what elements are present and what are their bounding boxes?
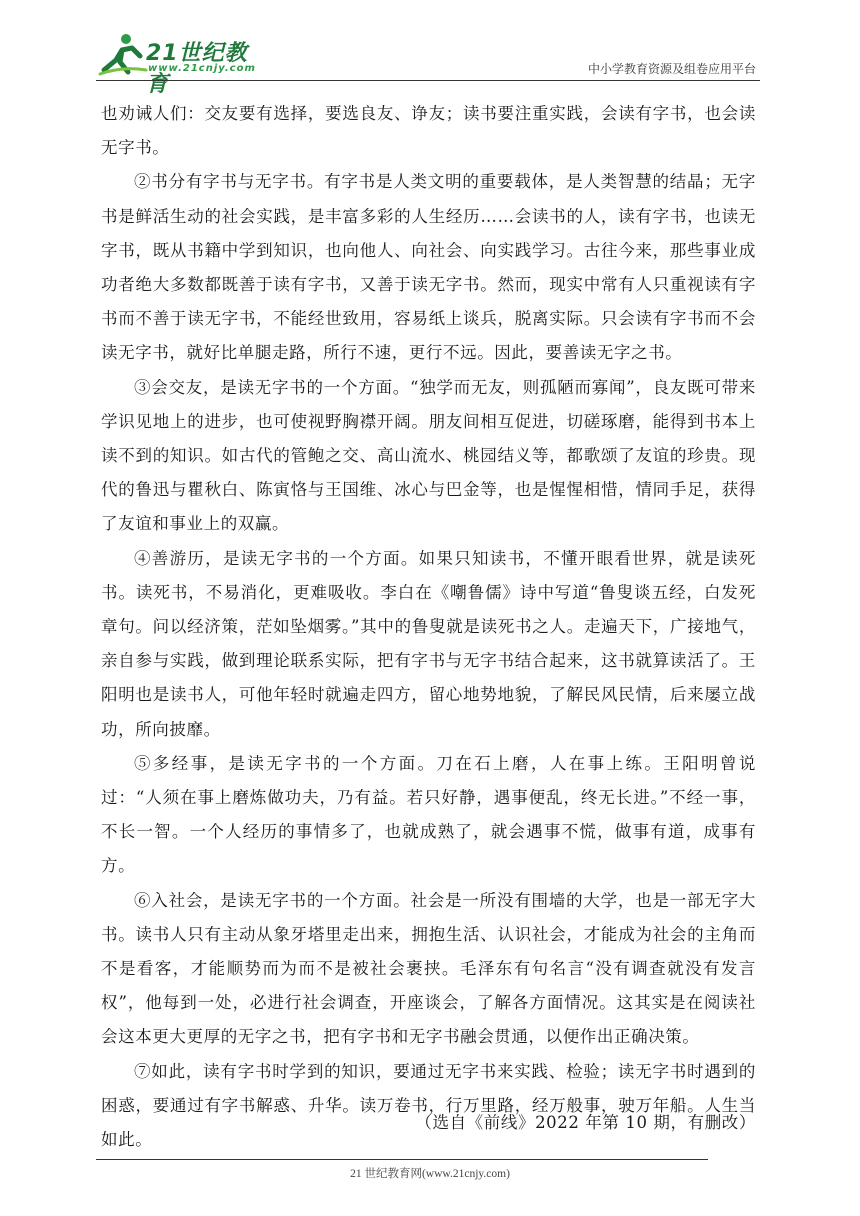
article-source: （选自《前线》2022 年第 10 期，有删改） bbox=[415, 1113, 756, 1132]
paragraph-2: ②书分有字书与无字书。有字书是人类文明的重要载体，是人类智慧的结晶；无字书是鲜活生动的社会实践，是丰富多彩的人生经历……会读书的人，读有字书，也读无字书，既从书籍中学到知识，也向他人、向社会、向实践学习。古往今来，那些事业成功者绝大多数都既善于读有字书，又善于读无字书。然而，现实中常有人只重视读有字书而不善于读无字书，不能经世致用，容易纸上谈兵，脱离实际。只会读有字书而不会读无字书，就好比单腿走路，所行不速，更行不远。因此，要善读无字之书。 bbox=[101, 172, 756, 363]
footer-divider bbox=[96, 1159, 708, 1160]
paragraph-continuation: 也劝诫人们：交友要有选择，要选良友、诤友；读书要注重实践，会读有字书，也会读无字书。 bbox=[101, 104, 756, 158]
article-body bbox=[101, 97, 756, 1157]
logo-url: www.21cnjy.com bbox=[148, 63, 256, 74]
paragraph-6: ⑥入社会，是读无字书的一个方面。社会是一所没有围墙的大学，也是一部无字大书。读书人只有主动从象牙塔里走出来，拥抱生活、认识社会，才能成为社会的主角而不是看客，才能顺势而为而不是被社会裹挟。毛泽东有句名言“没有调查就没有发言权”，他每到一处，必进行社会调查，开座谈会，了解各方面情况。这其实是在阅读社会这本更大更厚的无字之书，把有字书和无字书融会贯通，以便作出正确决策。 bbox=[101, 890, 756, 1047]
logo-text: 21世纪教育 bbox=[146, 41, 248, 97]
paragraph-4: ④善游历，是读无字书的一个方面。如果只知读书，不懂开眼看世界，就是读死书。读死书，不易消化，更难吸收。李白在《嘲鲁儒》诗中写道“鲁叟谈五经，白发死章句。问以经济策，茫如坠烟雾。”其中的鲁叟就是读死书之人。走遍天下，广接地气，亲自参与实践，做到理论联系实际，把有字书与无字书结合起来，这书就算读活了。王阳明也是读书人，可他年轻时就遍走四方，留心地势地貌，了解民风民情，后来屡立战功，所向披靡。 bbox=[101, 548, 756, 739]
page-footer[interactable]: 21 世纪教育网(www.21cnjy.com) bbox=[350, 1168, 510, 1180]
site-logo[interactable] bbox=[96, 30, 266, 97]
page-header bbox=[96, 30, 760, 97]
paragraph-5: ⑤多经事，是读无字书的一个方面。刀在石上磨，人在事上练。王阳明曾说过：“人须在事上磨炼做功夫，乃有益。若只好静，遇事便乱，终无长进。”不经一事，不长一智。一个人经历的事情多了，也就成熟了，就会遇事不慌，做事有道，成事有方。 bbox=[101, 753, 756, 876]
platform-name: 中小学教育资源及组卷应用平台 bbox=[587, 62, 756, 76]
paragraph-7: ⑦如此，读有字书时学到的知识，要通过无字书来实践、检验；读无字书时遇到的困惑，要通过有字书解惑、升华。读万卷书，行万里路，经万般事，驶万年船。人生当如此。 bbox=[101, 1061, 756, 1150]
header-divider bbox=[96, 80, 760, 81]
paragraph-3: ③会交友，是读无字书的一个方面。“独学而无友，则孤陋而寡闻”，良友既可带来学识见地上的进步，也可使视野胸襟开阔。朋友间相互促进，切磋琢磨，能得到书本上读不到的知识。如古代的管鲍之交、高山流水、桃园结义等，都歌颂了友谊的珍贵。现代的鲁迅与瞿秋白、陈寅恪与王国维、冰心与巴金等，也是惺惺相惜，情同手足，获得了友谊和事业上的双赢。 bbox=[101, 377, 756, 534]
runner-logo-icon bbox=[96, 30, 148, 78]
